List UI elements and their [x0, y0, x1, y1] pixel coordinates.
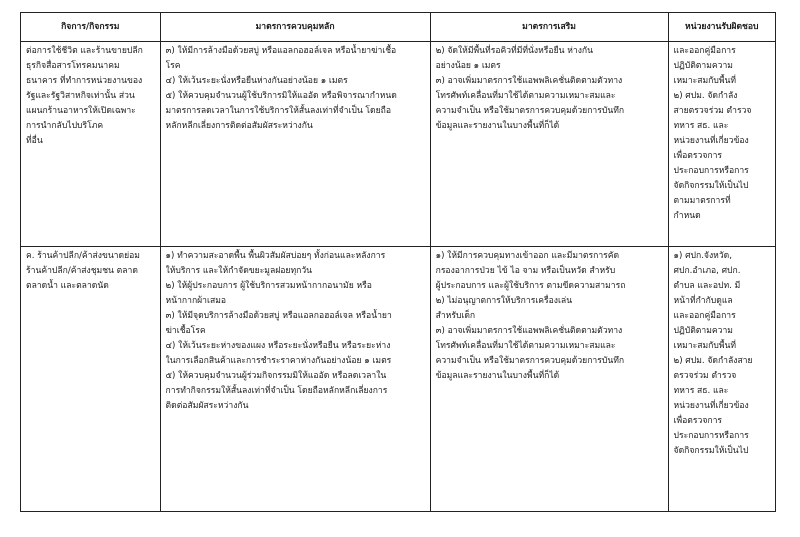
header-agency: หน่วยงานรับผิดชอบ: [668, 13, 775, 42]
text-line: เหมาะสมกับพื้นที่: [673, 76, 737, 86]
text-line: หน้าที่กำกับดูแล: [673, 296, 733, 306]
text-line: ปฏิบัติตามความ: [673, 326, 733, 336]
cell-extra-measures: [430, 247, 668, 512]
table-header-row: [21, 13, 776, 42]
text-line: ทหาร สธ. และ: [673, 386, 729, 396]
text-line: ความจำเป็น หรือใช้มาตรการควบคุมด้วยการบันทึก: [435, 356, 625, 366]
text-line: ๑) ให้มีการควบคุมทางเข้าออก และมีมาตรการคัด: [435, 251, 620, 261]
text-line: ปฏิบัติตามความ: [673, 61, 733, 71]
text-line: ศปก.อำเภอ, ศปก.: [673, 266, 741, 276]
text-line: ฆ่าเชื้อโรค: [165, 326, 206, 336]
text-line: มาตรการลดเวลาในการใช้บริการให้สั้นลงเท่าที่จำเป็น โดยถือ: [165, 106, 392, 116]
text-line: ร้านค้าปลีก/ค้าส่งชุมชน ตลาด: [26, 266, 138, 276]
text-line: ๔) ให้เว้นระยะห่างของแผง หรือระยะนั่งหรือยืน หรือระยะห่าง: [165, 341, 391, 351]
text-line: ๒) ศปม. จัดกำลังสาย: [673, 356, 753, 366]
cell-activity: [21, 247, 161, 512]
text-line: ๒) ให้ผู้ประกอบการ ผู้ใช้บริการสวมหน้ากากอนามัย หรือ: [165, 281, 372, 291]
text-line: การทำกิจกรรมให้สั้นลงเท่าที่จำเป็น โดยถือหลักหลีกเลี่ยงการ: [165, 386, 388, 396]
text-line: หลักหลีกเลี่ยงการติดต่อสัมผัสระหว่างกัน: [165, 121, 313, 131]
text-line: ความจำเป็น หรือใช้มาตรการควบคุมด้วยการบันทึก: [435, 106, 625, 116]
text-line: เพื่อตรวจการ: [673, 151, 723, 161]
text-line: โรค: [165, 61, 181, 71]
text-line: เพื่อตรวจการ: [673, 416, 723, 426]
text-line: ๓) ให้มีการล้างมือด้วยสบู่ หรือแอลกอฮอล์เจล หรือน้ำยาฆ่าเชื้อ: [165, 46, 397, 56]
text-line: ๒) ศปม. จัดกำลัง: [673, 91, 738, 101]
text-line: จัดกิจกรรมให้เป็นไป: [673, 446, 749, 456]
text-line: ประกอบการหรือการ: [673, 431, 749, 441]
text-line: อย่างน้อย ๑ เมตร: [435, 61, 501, 71]
text-line: ๑) ศปก.จังหวัด,: [673, 251, 732, 261]
measures-table: [20, 12, 776, 512]
text-line: สายตรวจร่วม ตำรวจ: [673, 106, 752, 116]
text-line: ติดต่อสัมผัสระหว่างกัน: [165, 401, 249, 411]
text-line: การนำกลับไปบริโภค: [26, 121, 104, 131]
text-line: ๓) ให้มีจุดบริการล้างมือด้วยสบู่ หรือแอลกอฮอล์เจล หรือน้ำยา: [165, 311, 392, 321]
text-line: ทหาร สธ. และ: [673, 121, 729, 131]
text-line: แผนกร้านอาหารให้เปิดเฉพาะ: [26, 106, 136, 116]
text-line: ๑) ทำความสะอาดพื้น พื้นผิวสัมผัสบ่อยๆ ทั้งก่อนและหลังการ: [165, 251, 386, 261]
text-line: หน้ากากผ้าเสมอ: [165, 296, 227, 306]
text-line: กรองอาการป่วย ไข้ ไอ จาม หรือเป็นหวัด สำหรับ: [435, 266, 616, 276]
text-line: ธุรกิจสื่อสารโทรคมนาคม: [26, 61, 120, 71]
text-line: เหมาะสมกับพื้นที่: [673, 341, 737, 351]
text-line: ๕) ให้ควบคุมจำนวนผู้ร่วมกิจกรรมมิให้แออัด หรือลดเวลาใน: [165, 371, 387, 381]
text-line: ที่อื่น: [26, 136, 43, 146]
header-extra-measures: มาตรการเสริม: [430, 13, 668, 42]
header-main-measures: มาตรการควบคุมหลัก: [160, 13, 430, 42]
text-line: ผู้ประกอบการ และผู้ใช้บริการ ตามขีดความสามารถ: [435, 281, 626, 291]
text-line: ๒) จัดให้มีพื้นที่รอคิวที่มีที่นั่งหรือยืน ห่างกัน: [435, 46, 593, 56]
text-line: โทรศัพท์เคลื่อนที่มาใช้ได้ตามความเหมาะสมและ: [435, 91, 616, 101]
text-line: ต่อการใช้ชีวิต และร้านขายปลีก: [26, 46, 143, 56]
text-line: ให้บริการ และให้กำจัดขยะมูลฝอยทุกวัน: [165, 266, 313, 276]
cell-extra-measures: [430, 42, 668, 247]
text-line: ธนาคาร ที่ทำการหน่วยงานของ: [26, 76, 143, 86]
cell-main-measures: [160, 247, 430, 512]
text-line: ข้อมูลและรายงานในบางพื้นที่ก็ได้: [435, 121, 560, 131]
text-line: ประกอบการหรือการ: [673, 166, 749, 176]
text-line: และออกคู่มือการ: [673, 46, 736, 56]
text-line: สำหรับเด็ก: [435, 311, 476, 321]
text-line: ตำบล และอปท. มี: [673, 281, 741, 291]
text-line: กำหนด: [673, 211, 701, 221]
cell-agency: [668, 247, 775, 512]
cell-activity: [21, 42, 161, 247]
text-line: ในการเลือกสินค้าและการชำระราคาห่างกันอย่างน้อย ๑ เมตร: [165, 356, 392, 366]
text-line: ๕) ให้ควบคุมจำนวนผู้ใช้บริการมิให้แออัด หรือพิจารณากำหนด: [165, 91, 397, 101]
text-line: จัดกิจกรรมให้เป็นไป: [673, 181, 749, 191]
header-activity: กิจการ/กิจกรรม: [21, 13, 161, 42]
table-row: [21, 42, 776, 247]
text-line: หน่วยงานที่เกี่ยวข้อง: [673, 136, 749, 146]
cell-main-measures: [160, 42, 430, 247]
text-line: ๓) อาจเพิ่มมาตรการใช้แอพพลิเคชั่นติดตามตัวทาง: [435, 326, 623, 336]
text-line: โทรศัพท์เคลื่อนที่มาใช้ได้ตามความเหมาะสมและ: [435, 341, 616, 351]
text-line: ๔) ให้เว้นระยะนั่งหรือยืนห่างกันอย่างน้อย ๑ เมตร: [165, 76, 348, 86]
text-line: และออกคู่มือการ: [673, 311, 736, 321]
table-row: [21, 247, 776, 512]
text-line: ๓) อาจเพิ่มมาตรการใช้แอพพลิเคชั่นติดตามตัวทาง: [435, 76, 623, 86]
cell-agency: [668, 42, 775, 247]
text-line: ตรวจร่วม ตำรวจ: [673, 371, 737, 381]
text-line: ค. ร้านค้าปลีก/ค้าส่งขนาดย่อม: [26, 251, 140, 261]
document-page: [20, 12, 776, 512]
text-line: ตลาดน้ำ และตลาดนัด: [26, 281, 109, 291]
text-line: ๒) ไม่อนุญาตการให้บริการเครื่องเล่น: [435, 296, 573, 306]
text-line: หน่วยงานที่เกี่ยวข้อง: [673, 401, 749, 411]
text-line: ตามมาตรการที่: [673, 196, 731, 206]
text-line: ข้อมูลและรายงานในบางพื้นที่ก็ได้: [435, 371, 560, 381]
text-line: รัฐและรัฐวิสาหกิจเท่านั้น ส่วน: [26, 91, 135, 101]
